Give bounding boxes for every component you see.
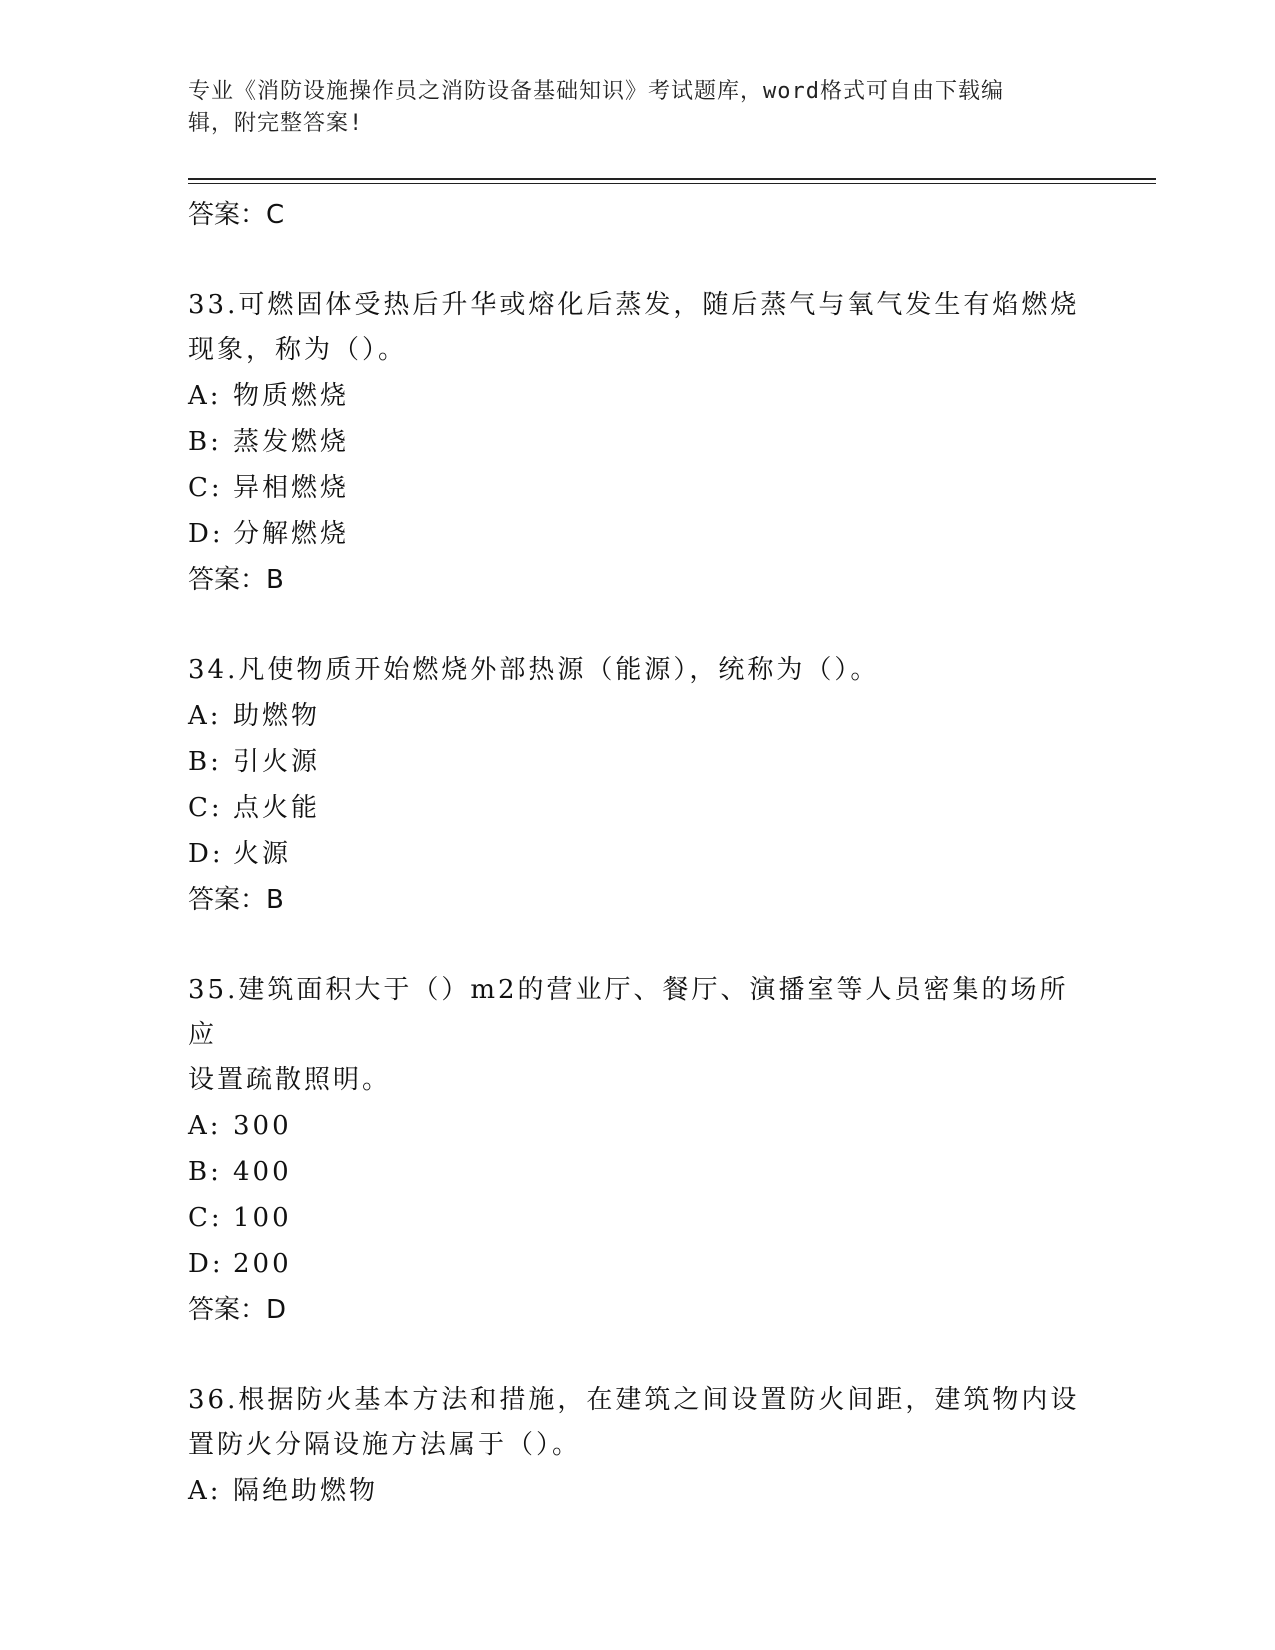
question-33	[188, 283, 1088, 603]
option-letter: A:	[188, 1476, 222, 1506]
question-stem-line: 36.根据防火基本方法和措施，在建筑之间设置防火间距，建筑物内设	[188, 1385, 1080, 1415]
option-text: 点火能	[233, 793, 321, 823]
option-text: 火源	[233, 839, 292, 869]
option-letter: D:	[188, 519, 224, 549]
option-letter: C:	[188, 793, 223, 823]
option-text: 400	[233, 1157, 292, 1187]
option-c	[188, 785, 1088, 831]
option-b	[188, 419, 1088, 465]
spacer	[188, 238, 1088, 283]
spacer	[188, 603, 1088, 648]
answer-line: 答案：D	[188, 1295, 287, 1325]
option-d	[188, 1241, 1088, 1287]
option-letter: D:	[188, 1249, 224, 1279]
option-a	[188, 373, 1088, 419]
question-stem-line: 现象，称为（）。	[188, 335, 408, 365]
option-letter: B:	[188, 1157, 222, 1187]
option-b	[188, 1149, 1088, 1195]
option-text: 助燃物	[233, 701, 321, 731]
question-36	[188, 1378, 1088, 1514]
option-letter: C:	[188, 1203, 223, 1233]
question-34	[188, 648, 1088, 923]
option-letter: B:	[188, 747, 222, 777]
option-text: 100	[233, 1203, 292, 1233]
option-text: 引火源	[233, 747, 321, 777]
option-text: 异相燃烧	[233, 473, 350, 503]
option-text: 分解燃烧	[233, 519, 350, 549]
option-letter: A:	[188, 381, 222, 411]
option-letter: A:	[188, 701, 222, 731]
option-d	[188, 511, 1088, 557]
option-letter: C:	[188, 473, 223, 503]
header-line-2: 辑，附完整答案!	[188, 111, 364, 136]
question-stem-line: 设置疏散照明。	[188, 1065, 392, 1095]
answer-line: 答案：B	[188, 885, 284, 915]
header-divider-thick	[188, 178, 1156, 180]
option-a	[188, 1468, 1088, 1514]
spacer	[188, 923, 1088, 968]
option-a	[188, 693, 1088, 739]
option-letter: B:	[188, 427, 222, 457]
option-a	[188, 1103, 1088, 1149]
question-stem	[188, 968, 1088, 1103]
option-d	[188, 831, 1088, 877]
option-letter: A:	[188, 1111, 222, 1141]
option-text: 隔绝助燃物	[233, 1476, 379, 1506]
previous-answer: 答案：C	[188, 200, 285, 230]
question-stem-line: 34.凡使物质开始燃烧外部热源（能源），统称为（）。	[188, 655, 880, 685]
header-line-1: 专业《消防设施操作员之消防设备基础知识》考试题库，word格式可自由下载编	[188, 79, 1004, 104]
header-divider-thin	[188, 183, 1156, 184]
document-header	[188, 76, 1068, 140]
option-text: 200	[233, 1249, 292, 1279]
answer-line: 答案：B	[188, 565, 284, 595]
question-stem-line: 33.可燃固体受热后升华或熔化后蒸发，随后蒸气与氧气发生有焰燃烧	[188, 290, 1080, 320]
question-stem-line: 置防火分隔设施方法属于（）。	[188, 1430, 582, 1460]
option-text: 300	[233, 1111, 292, 1141]
option-c	[188, 1195, 1088, 1241]
question-list	[188, 192, 1088, 1514]
question-35	[188, 968, 1088, 1333]
option-b	[188, 739, 1088, 785]
question-stem	[188, 283, 1088, 373]
option-letter: D:	[188, 839, 224, 869]
question-stem-line: 35.建筑面积大于（）m2的营业厅、餐厅、演播室等人员密集的场所应	[188, 975, 1069, 1050]
option-text: 蒸发燃烧	[233, 427, 350, 457]
question-stem	[188, 1378, 1088, 1468]
question-stem	[188, 648, 1088, 693]
spacer	[188, 1333, 1088, 1378]
option-text: 物质燃烧	[233, 381, 350, 411]
option-c	[188, 465, 1088, 511]
